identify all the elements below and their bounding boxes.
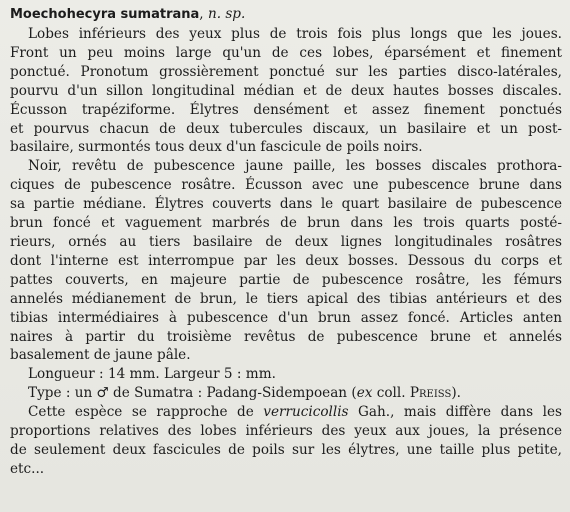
heading-separator: , <box>199 6 208 22</box>
text-line: ponctué. Pronotum grossièrement ponctué sur les parties disco-latérales, <box>10 63 562 80</box>
text-line: basalement de jaune pâle. <box>10 347 191 364</box>
text-line: pourvu d'un sillon longitudinal médian et de deux hautes bosses discales. <box>10 82 562 99</box>
text-line: ciques de pubescence rosâtre. Écusson avec une pubescence brune dans <box>10 177 562 194</box>
collector-name: Preiss <box>409 385 452 402</box>
type-close: ). <box>451 385 461 402</box>
ex-abbrev: ex <box>356 385 373 402</box>
text-line: sa partie médiane. Élytres couverts dans le quart basilaire de pubescence <box>10 196 562 213</box>
text-line: brun foncé et vaguement marbrés de brun dans les trois quarts posté- <box>10 215 562 232</box>
new-species-mark: n. sp. <box>207 6 246 22</box>
text-line: Écusson trapéziforme. Élytres densément et assez finement ponctués <box>10 101 562 118</box>
text-line: de seulement deux fascicules de poils sur les élytres, une taille plus petite, <box>10 441 562 458</box>
type-line <box>10 384 562 403</box>
paragraph-coloration <box>10 157 562 365</box>
comparison-text-2: Gah., mais diffère dans les <box>348 404 562 421</box>
text-line: et pourvus chacun de deux tubercules discaux, un basilaire et un post- <box>10 120 562 137</box>
text-line: proportions relatives des lobes inférieurs des yeux aux joues, la présence <box>10 423 562 440</box>
paragraph-type <box>10 384 562 403</box>
text-line: annelés médianement de brun, le tiers apical des tibias antérieurs et des <box>10 290 562 307</box>
comparison-line <box>10 403 562 422</box>
coll-text: coll. <box>372 385 410 402</box>
text-line: naires à partir du troisième revêtus de pubescence brune et annelés <box>10 328 562 345</box>
paragraph-comparison <box>10 403 562 479</box>
type-text: Type : un ♂ de Sumatra : Padang-Sidempoean ( <box>28 385 357 402</box>
paragraph-morphology <box>10 25 562 157</box>
text-line: dont l'interne est interrompue par les deux bosses. Dessous du corps et <box>10 252 562 269</box>
text-line: pattes couverts, en majeure partie de pubescence rosâtre, les fémurs <box>10 271 562 288</box>
text-line: etc... <box>10 460 45 477</box>
text-line: Front un peu moins large qu'un de ces lobes, éparsément et finement <box>10 44 562 61</box>
measurements-line: Longueur : 14 mm. Largeur 5 : mm. <box>28 366 276 383</box>
text-line: rieurs, ornés au tiers basilaire de deux lignes longitudinales rosâtres <box>10 233 562 250</box>
species-heading <box>10 4 562 25</box>
text-line: tibias intermédiaires à pubescence d'un brun assez foncé. Articles anten <box>10 309 562 326</box>
compared-species: verrucicollis <box>263 404 349 421</box>
comparison-text: Cette espèce se rapproche de <box>28 404 264 421</box>
text-line: basilaire, surmontés tous deux d'un fascicule de poils noirs. <box>10 139 423 156</box>
text-line: Noir, revêtu de pubescence jaune paille, les bosses discales prothora- <box>28 158 562 175</box>
species-name: Moechohecyra sumatrana <box>10 7 200 22</box>
paragraph-measurements <box>10 365 562 384</box>
text-line: Lobes inférieurs des yeux plus de trois fois plus longs que les joues. <box>28 26 562 42</box>
